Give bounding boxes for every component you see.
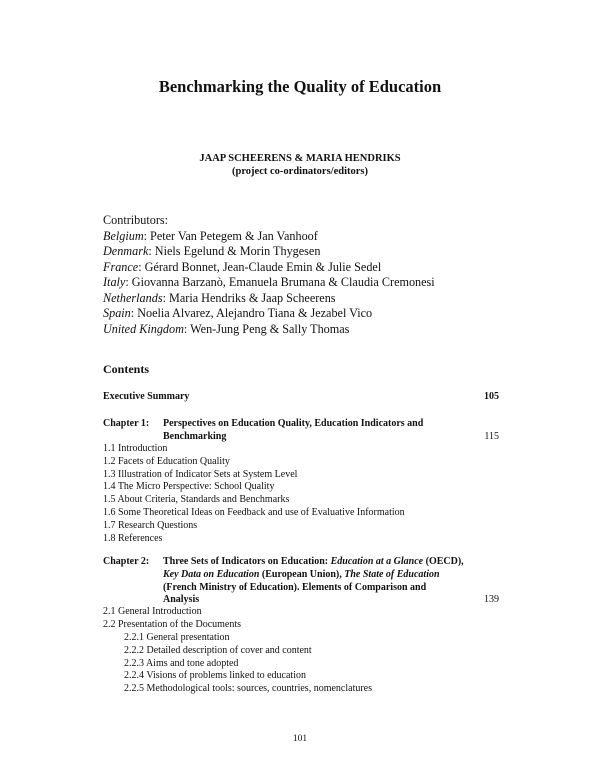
contributor-country: Belgium [103,228,144,243]
section-title: The Micro Perspective: School Quality [117,481,275,493]
contributor-country: France [103,259,139,274]
toc-page-number: 105 [484,391,499,402]
contributor-names: : Gérard Bonnet, Jean-Claude Emin & Julie Sedel [138,259,382,274]
contributor-country: Denmark [103,244,149,258]
contributor-names: : Maria Hendriks & Jaap Scheerens [162,290,336,305]
contributor-names: : Noelia Alvarez, Alejandro Tiana & Jezabel Vico [130,306,373,320]
title-emphasis: Key Data on Education [163,568,260,580]
contributor-names: : Niels Egelund & Morin Thygesen [148,244,321,258]
title-emphasis: The State of Education [344,568,440,580]
chapter-label: Chapter 2: [103,556,150,567]
section-number: 1.2 [103,455,116,467]
toc-page-number: 115 [484,430,499,442]
contributor-names: : Wen-Jung Peng & Sally Thomas [183,321,350,336]
section-title: General Introduction [118,606,202,617]
authors-block [0,152,600,178]
toc-section[interactable] [103,494,503,507]
toc-section[interactable] [103,507,503,520]
section-title: Some Theoretical Ideas on Feedback and use of Evaluative Information [118,506,405,518]
toc-section[interactable] [103,443,503,456]
toc-subsection[interactable] [124,670,524,683]
toc-chapter-1[interactable] [103,418,499,443]
contributor-country: Italy [103,275,126,289]
section-title: About Criteria, Standards and Benchmarks [117,494,290,506]
section-title: Facets of Education Quality [118,455,230,467]
section-title: Illustration of Indicator Sets at System Level [118,468,298,480]
contents-heading: Contents [103,362,150,376]
chapter-2-subsections [124,632,524,696]
toc-section[interactable] [103,481,503,494]
section-number: 2.2 [103,618,116,630]
chapter-title [163,556,503,607]
toc-chapter-2[interactable] [103,556,499,607]
toc-section[interactable] [103,520,503,533]
contributor-country: Netherlands [103,290,163,305]
toc-page-number: 139 [484,594,499,606]
section-number: 1.4 [103,481,116,493]
contributor-row [103,260,523,276]
contributor-country: United Kingdom [103,321,184,336]
section-title: Introduction [118,443,168,454]
subsection-title: Methodological tools: sources, countries, nomenclatures [146,683,373,695]
chapter-title-line: Analysis [163,594,200,606]
contributor-row [103,306,523,322]
chapter-title-line: Benchmarking [163,430,227,442]
page-number: 101 [292,734,308,744]
toc-section[interactable] [103,469,503,482]
toc-section[interactable] [103,533,503,546]
chapter-title-line [163,569,503,582]
chapter-title [163,418,483,443]
section-number: 1.8 [103,532,116,544]
title-emphasis: Education at a Glance [330,556,424,567]
subsection-number: 2.2.2 [124,644,144,656]
subsection-number: 2.2.5 [124,683,144,695]
toc-subsection[interactable] [124,632,524,645]
section-number: 1.6 [103,506,116,518]
subsection-title: Detailed description of cover and content [146,644,312,656]
subsection-number: 2.2.3 [124,657,144,669]
section-number: 1.1 [103,443,116,454]
page-title: Benchmarking the Quality of Education [158,77,442,96]
section-title: References [118,532,163,544]
toc-subsection[interactable] [124,645,524,658]
contributor-row [103,229,523,245]
author-role: (project co-ordinators/editors) [232,166,368,177]
contributor-row [103,244,523,260]
contributor-names: : Peter Van Petegem & Jan Vanhoof [143,228,318,243]
subsection-title: Aims and tone adopted [145,657,239,669]
toc-entry-label: Executive Summary [103,391,190,402]
subsection-title: Visions of problems linked to education [146,670,306,682]
toc-section[interactable] [103,619,503,632]
section-title: Research Questions [118,519,198,531]
title-text: (European Union), [259,568,345,580]
title-text: Three Sets of Indicators on Education: [163,556,331,567]
chapter-title-line [163,556,503,569]
author-names: JAAP SCHEERENS & MARIA HENDRIKS [199,153,401,164]
title-text: (OECD), [423,556,464,567]
toc-subsection[interactable] [124,658,524,671]
contributor-row [103,291,523,307]
contributors-block [103,213,523,337]
toc-section[interactable] [103,606,503,619]
contributor-row [103,322,523,338]
subsection-number: 2.2.4 [124,670,144,682]
subsection-title: General presentation [146,632,230,643]
chapter-1-sections [103,443,503,545]
chapter-2-sections [103,606,503,632]
toc-subsection[interactable] [124,683,524,696]
toc-executive-summary[interactable] [103,391,499,402]
contributor-names: : Giovanna Barzanò, Emanuela Brumana & Claudia Cremonesi [125,275,435,289]
section-number: 1.5 [103,494,116,506]
chapter-label: Chapter 1: [103,418,150,429]
toc-section[interactable] [103,456,503,469]
chapter-title-line: (French Ministry of Education). Elements of Comparison and [163,581,427,593]
contributor-row [103,275,523,291]
chapter-title-line: Perspectives on Education Quality, Education Indicators and [163,418,424,429]
section-number: 1.3 [103,468,116,480]
contributors-heading: Contributors: [103,213,169,227]
section-title: Presentation of the Documents [118,618,242,630]
section-number: 2.1 [103,606,116,617]
contributor-country: Spain [103,306,131,320]
section-number: 1.7 [103,519,116,531]
subsection-number: 2.2.1 [124,632,144,643]
